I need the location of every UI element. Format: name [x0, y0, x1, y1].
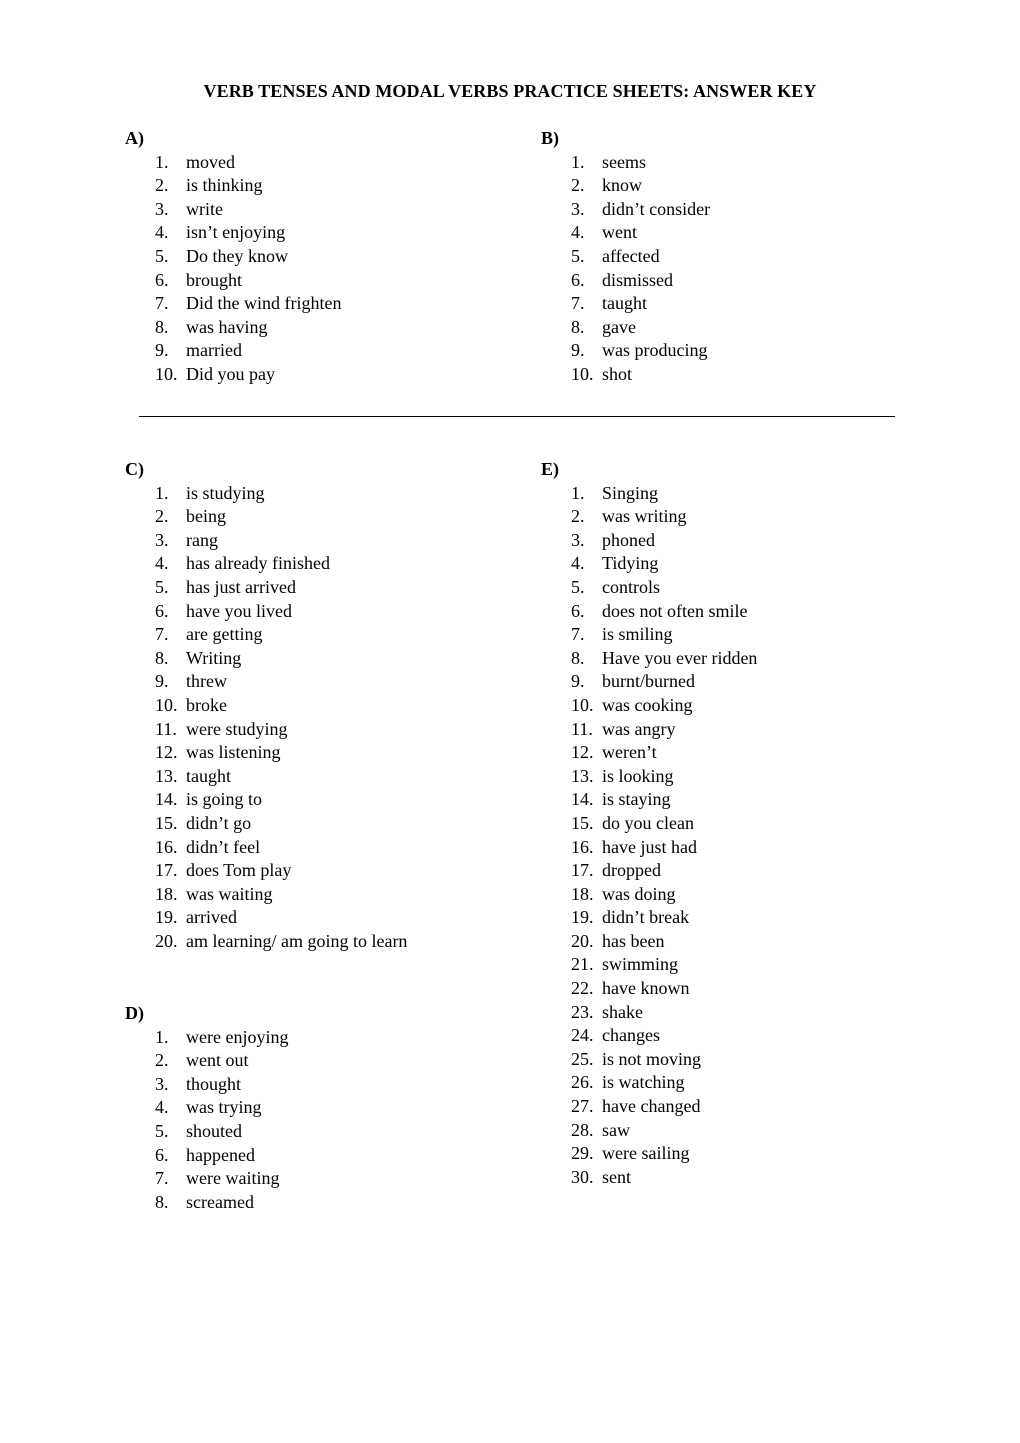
answer-text: dismissed — [602, 269, 674, 290]
answer-item — [125, 269, 341, 293]
answer-item — [541, 1119, 757, 1143]
answer-text: being — [186, 506, 226, 527]
section-d — [125, 1002, 288, 1214]
answer-number: 9. — [155, 671, 169, 692]
answer-item — [125, 151, 341, 175]
answer-text: taught — [602, 293, 647, 314]
answer-text: didn’t go — [186, 812, 252, 833]
section-label: B) — [541, 128, 559, 148]
answer-number: 21. — [571, 954, 594, 975]
answer-number: 15. — [155, 812, 178, 833]
answer-item — [125, 836, 407, 860]
answer-text: swimming — [602, 954, 679, 975]
answer-number: 19. — [155, 907, 178, 928]
answer-item — [125, 1049, 288, 1073]
answer-item — [125, 1026, 288, 1050]
answer-number: 24. — [571, 1025, 594, 1046]
answer-text: write — [186, 198, 223, 219]
answer-text: shouted — [186, 1120, 242, 1141]
answer-item — [125, 245, 341, 269]
answer-number: 10. — [155, 363, 178, 384]
answer-item — [125, 883, 407, 907]
answer-item — [125, 316, 341, 340]
answer-number: 2. — [155, 506, 169, 527]
answer-number: 7. — [155, 1168, 169, 1189]
answer-number: 14. — [571, 789, 594, 810]
answer-text: is staying — [602, 789, 671, 810]
answer-item — [541, 1166, 757, 1190]
answer-text: was doing — [602, 883, 676, 904]
answer-text: isn’t enjoying — [186, 222, 286, 243]
answer-number: 5. — [155, 1120, 169, 1141]
answer-text: was angry — [602, 718, 676, 739]
answer-item — [541, 482, 757, 506]
answer-list — [125, 1026, 288, 1215]
answer-item — [541, 765, 757, 789]
answer-number: 3. — [155, 1073, 169, 1094]
answer-text: threw — [186, 671, 227, 692]
answer-text: was cooking — [602, 694, 693, 715]
answer-number: 16. — [571, 836, 594, 857]
answer-number: 10. — [571, 363, 594, 384]
answer-number: 9. — [155, 340, 169, 361]
answer-text: were studying — [186, 718, 288, 739]
answer-text: sent — [602, 1166, 631, 1187]
answer-text: is looking — [602, 765, 674, 786]
answer-text: saw — [602, 1119, 630, 1140]
answer-item — [541, 221, 710, 245]
answer-text: phoned — [602, 529, 655, 550]
answer-text: didn’t feel — [186, 836, 261, 857]
answer-number: 7. — [571, 293, 585, 314]
answer-item — [125, 647, 407, 671]
answer-number: 2. — [571, 506, 585, 527]
answer-item — [541, 1142, 757, 1166]
answer-item — [541, 1001, 757, 1025]
answer-text: went out — [186, 1050, 249, 1071]
answer-text: Writing — [186, 647, 242, 668]
answer-number: 3. — [155, 529, 169, 550]
answer-number: 3. — [155, 198, 169, 219]
answer-item — [125, 1191, 288, 1215]
answer-number: 7. — [571, 624, 585, 645]
answer-item — [541, 1048, 757, 1072]
answer-number: 30. — [571, 1166, 594, 1187]
answer-number: 8. — [571, 316, 585, 337]
answer-item — [125, 600, 407, 624]
answer-text: screamed — [186, 1191, 254, 1212]
answer-item — [541, 505, 757, 529]
section-label: C) — [125, 459, 144, 479]
answer-number: 6. — [571, 269, 585, 290]
answer-text: do you clean — [602, 812, 694, 833]
section-divider — [139, 416, 895, 417]
answer-text: dropped — [602, 860, 661, 881]
answer-item — [125, 198, 341, 222]
answer-item — [541, 1071, 757, 1095]
answer-text: Have you ever ridden — [602, 647, 758, 668]
page-title: VERB TENSES AND MODAL VERBS PRACTICE SHEETS: ANSWER KEY — [203, 81, 817, 101]
answer-item — [125, 906, 407, 930]
answer-number: 25. — [571, 1048, 594, 1069]
answer-item — [541, 600, 757, 624]
section-label: E) — [541, 459, 559, 479]
answer-text: was trying — [186, 1097, 262, 1118]
answer-item — [125, 505, 407, 529]
answer-text: Do they know — [186, 245, 288, 266]
answer-number: 1. — [571, 482, 585, 503]
answer-number: 7. — [155, 293, 169, 314]
answer-item — [125, 576, 407, 600]
answer-item — [541, 151, 710, 175]
answer-text: am learning/ am going to learn — [186, 930, 408, 951]
answer-number: 20. — [571, 930, 594, 951]
answer-text: broke — [186, 694, 227, 715]
answer-item — [541, 1024, 757, 1048]
answer-item — [125, 788, 407, 812]
answer-text: happened — [186, 1144, 255, 1165]
answer-item — [541, 623, 757, 647]
answer-text: weren’t — [602, 742, 657, 763]
answer-text: have changed — [602, 1096, 701, 1117]
answer-number: 8. — [571, 647, 585, 668]
answer-list — [541, 482, 757, 1190]
answer-item — [541, 788, 757, 812]
answer-item — [541, 245, 710, 269]
section-b — [541, 127, 710, 387]
answer-text: shake — [602, 1001, 643, 1022]
answer-number: 6. — [571, 600, 585, 621]
answer-text: moved — [186, 151, 235, 172]
answer-number: 27. — [571, 1096, 594, 1117]
answer-number: 19. — [571, 907, 594, 928]
answer-item — [541, 930, 757, 954]
answer-item — [541, 174, 710, 198]
answer-text: thought — [186, 1073, 242, 1094]
answer-text: is thinking — [186, 175, 263, 196]
answer-number: 6. — [155, 600, 169, 621]
answer-item — [125, 765, 407, 789]
answer-number: 5. — [571, 245, 585, 266]
answer-number: 18. — [571, 883, 594, 904]
answer-text: was writing — [602, 506, 687, 527]
answer-text: went — [602, 222, 637, 243]
answer-item — [125, 482, 407, 506]
answer-item — [541, 1095, 757, 1119]
answer-text: is watching — [602, 1072, 685, 1093]
answer-text: is studying — [186, 482, 265, 503]
answer-number: 8. — [155, 1191, 169, 1212]
answer-number: 6. — [155, 1144, 169, 1165]
answer-item — [125, 221, 341, 245]
answer-number: 1. — [155, 1026, 169, 1047]
answer-number: 5. — [155, 245, 169, 266]
section-label: A) — [125, 128, 144, 148]
answer-item — [125, 339, 341, 363]
answer-number: 16. — [155, 836, 178, 857]
answer-text: has just arrived — [186, 576, 296, 597]
answer-item — [541, 647, 757, 671]
answer-item — [541, 694, 757, 718]
answer-text: seems — [602, 151, 646, 172]
answer-number: 18. — [155, 883, 178, 904]
answer-number: 2. — [155, 175, 169, 196]
answer-number: 26. — [571, 1072, 594, 1093]
answer-text: was waiting — [186, 883, 273, 904]
answer-number: 29. — [571, 1143, 594, 1164]
answer-item — [125, 1167, 288, 1191]
answer-number: 13. — [155, 765, 178, 786]
answer-item — [541, 552, 757, 576]
answer-item — [125, 174, 341, 198]
answer-text: does Tom play — [186, 860, 292, 881]
answer-text: know — [602, 175, 642, 196]
answer-number: 2. — [571, 175, 585, 196]
answer-number: 1. — [155, 482, 169, 503]
answer-item — [125, 670, 407, 694]
answer-item — [541, 670, 757, 694]
answer-text: Singing — [602, 482, 659, 503]
answer-number: 4. — [155, 1097, 169, 1118]
answer-text: is not moving — [602, 1048, 702, 1069]
answer-item — [541, 198, 710, 222]
answer-text: shot — [602, 363, 633, 384]
answer-item — [541, 883, 757, 907]
answer-item — [125, 292, 341, 316]
answer-text: has already finished — [186, 553, 330, 574]
answer-text: Did you pay — [186, 363, 275, 384]
answer-text: does not often smile — [602, 600, 748, 621]
answer-number: 17. — [571, 860, 594, 881]
answer-number: 10. — [571, 694, 594, 715]
answer-text: were sailing — [602, 1143, 690, 1164]
answer-number: 11. — [155, 718, 177, 739]
answer-text: was listening — [186, 742, 281, 763]
answer-number: 11. — [571, 718, 593, 739]
answer-text: married — [186, 340, 242, 361]
answer-number: 8. — [155, 647, 169, 668]
answer-item — [125, 694, 407, 718]
answer-text: changes — [602, 1025, 660, 1046]
answer-number: 17. — [155, 860, 178, 881]
answer-number: 28. — [571, 1119, 594, 1140]
answer-text: Tidying — [602, 553, 659, 574]
answer-item — [125, 1144, 288, 1168]
answer-text: has been — [602, 930, 665, 951]
answer-list — [541, 151, 710, 387]
answer-number: 14. — [155, 789, 178, 810]
answer-item — [125, 718, 407, 742]
answer-item — [541, 906, 757, 930]
answer-number: 1. — [155, 151, 169, 172]
answer-text: didn’t break — [602, 907, 690, 928]
section-a — [125, 127, 341, 387]
answer-item — [125, 552, 407, 576]
answer-number: 1. — [571, 151, 585, 172]
answer-item — [541, 529, 757, 553]
answer-text: brought — [186, 269, 242, 290]
answer-item — [541, 718, 757, 742]
answer-item — [541, 292, 710, 316]
answer-text: affected — [602, 245, 660, 266]
answer-text: were waiting — [186, 1168, 280, 1189]
answer-number: 9. — [571, 340, 585, 361]
answer-text: gave — [602, 316, 636, 337]
answer-text: taught — [186, 765, 231, 786]
answer-item — [125, 812, 407, 836]
answer-text: have you lived — [186, 600, 292, 621]
answer-item — [541, 316, 710, 340]
answer-item — [541, 339, 710, 363]
answer-text: is smiling — [602, 624, 673, 645]
answer-number: 4. — [571, 553, 585, 574]
answer-item — [541, 859, 757, 883]
answer-item — [125, 623, 407, 647]
answer-item — [541, 977, 757, 1001]
answer-text: rang — [186, 529, 218, 550]
answer-number: 4. — [155, 553, 169, 574]
answer-item — [541, 953, 757, 977]
answer-number: 15. — [571, 812, 594, 833]
answer-text: was having — [186, 316, 268, 337]
answer-item — [541, 576, 757, 600]
answer-number: 3. — [571, 198, 585, 219]
answer-item — [125, 930, 407, 954]
section-e — [541, 458, 757, 1189]
answer-item — [125, 363, 341, 387]
answer-item — [541, 363, 710, 387]
answer-text: burnt/burned — [602, 671, 695, 692]
answer-number: 13. — [571, 765, 594, 786]
answer-text: is going to — [186, 789, 263, 810]
answer-text: have just had — [602, 836, 697, 857]
answer-text: are getting — [186, 624, 263, 645]
answer-text: were enjoying — [186, 1026, 289, 1047]
answer-item — [541, 269, 710, 293]
answer-number: 9. — [571, 671, 585, 692]
answer-item — [125, 859, 407, 883]
answer-number: 5. — [155, 576, 169, 597]
answer-list — [125, 151, 341, 387]
answer-item — [125, 1096, 288, 1120]
answer-item — [125, 1073, 288, 1097]
answer-text: controls — [602, 576, 660, 597]
answer-text: have known — [602, 978, 690, 999]
answer-list — [125, 482, 407, 954]
answer-text: didn’t consider — [602, 198, 711, 219]
answer-number: 5. — [571, 576, 585, 597]
answer-number: 10. — [155, 694, 178, 715]
answer-number: 23. — [571, 1001, 594, 1022]
answer-number: 12. — [155, 742, 178, 763]
answer-number: 7. — [155, 624, 169, 645]
answer-number: 20. — [155, 930, 178, 951]
answer-number: 22. — [571, 978, 594, 999]
answer-item — [125, 529, 407, 553]
answer-text: Did the wind frighten — [186, 293, 342, 314]
answer-number: 3. — [571, 529, 585, 550]
answer-number: 4. — [571, 222, 585, 243]
answer-item — [541, 836, 757, 860]
section-c — [125, 458, 407, 953]
section-label: D) — [125, 1003, 144, 1023]
answer-number: 8. — [155, 316, 169, 337]
answer-number: 12. — [571, 742, 594, 763]
answer-number: 2. — [155, 1050, 169, 1071]
answer-item — [125, 741, 407, 765]
answer-number: 4. — [155, 222, 169, 243]
answer-text: arrived — [186, 907, 237, 928]
answer-item — [541, 741, 757, 765]
answer-item — [541, 812, 757, 836]
answer-number: 6. — [155, 269, 169, 290]
answer-text: was producing — [602, 340, 708, 361]
answer-item — [125, 1120, 288, 1144]
